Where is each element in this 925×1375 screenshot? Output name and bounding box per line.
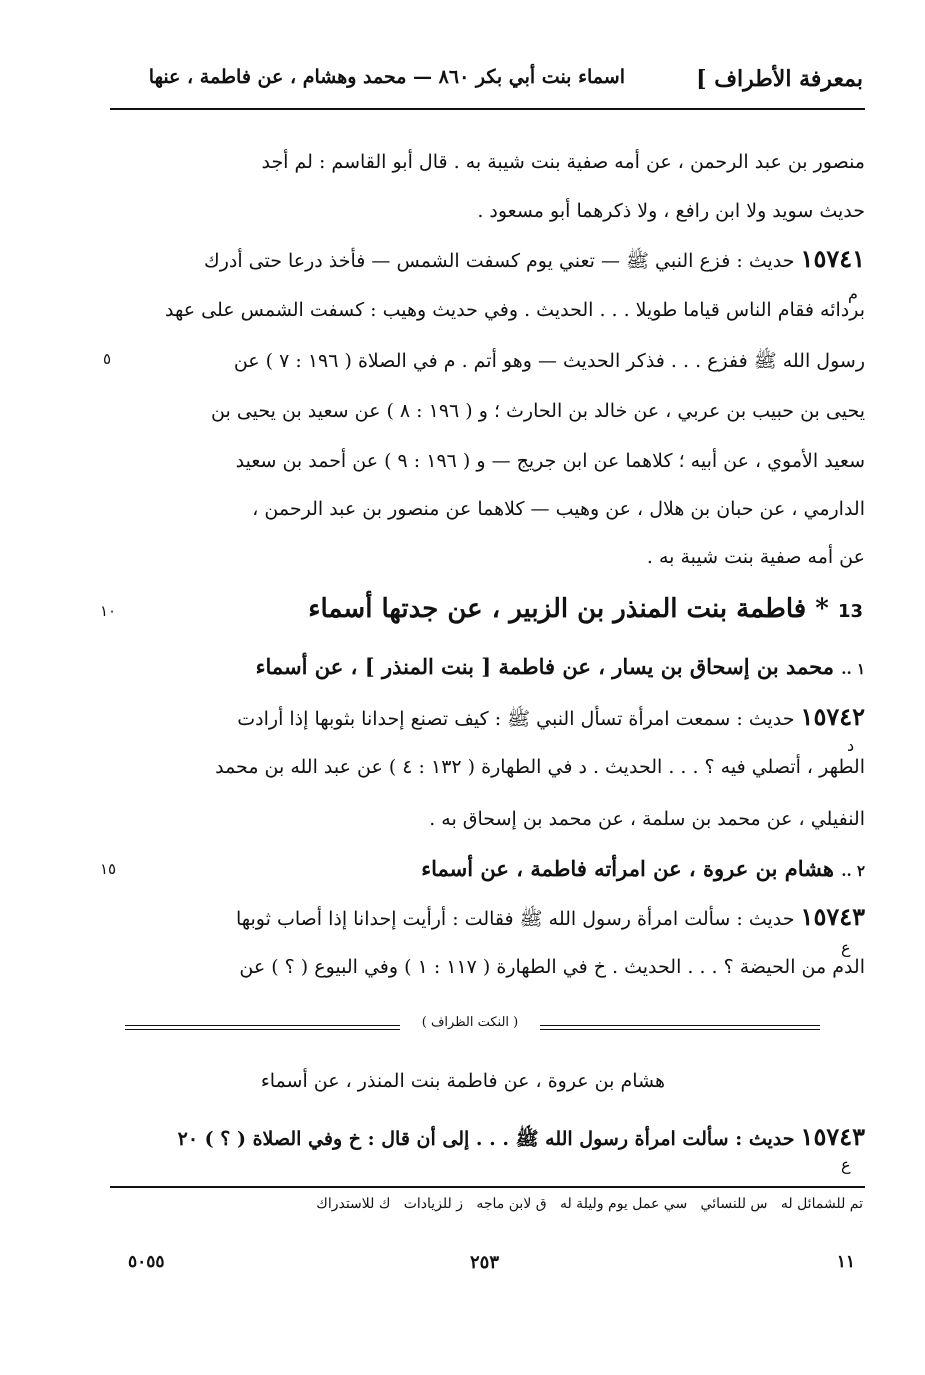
line-number-5: ٥ [103, 350, 112, 368]
text-line: النفيلي ، عن محمد بن سلمة ، عن محمد بن إسحاق به . [429, 808, 865, 830]
text-line: الدارمي ، عن حبان بن هلال ، عن وهيب — كلاهما عن منصور بن عبد الرحمن ، [252, 498, 865, 520]
nukat-isnad: هشام بن عروة ، عن فاطمة بنت المنذر ، عن أسماء [260, 1070, 665, 1092]
abbreviation-key: تم للشمائل له س للنسائي سي عمل يوم وليلة له ق لابن ماجه ز للزيادات ك للاستدراك [316, 1196, 863, 1212]
text-line: عن أمه صفية بنت شيبة به . [646, 546, 865, 568]
star-icon: * [815, 594, 829, 624]
text-line: بردائه فقام الناس قياما طويلا . . . الحديث . وفي حديث وهيب : كسفت الشمس على عهد [165, 299, 865, 321]
section-number: 13 [837, 601, 863, 622]
text-line: الطهر ، أتصلي فيه ؟ . . . الحديث . د في الطهارة ( ١٣٢ : ٤ ) عن عبد الله بن محمد [215, 756, 865, 778]
hadith-number: ١٥٧٤٣ [800, 902, 865, 931]
text-line: حديث سويد ولا ابن رافع ، ولا ذكرهما أبو مسعود . [477, 200, 865, 222]
text-line: رسول الله ﷺ ففزع . . . فذكر الحديث — وهو أتم . م في الصلاة ( ١٩٦ : ٧ ) عن [233, 350, 865, 372]
divider-rule-right [540, 1025, 820, 1026]
footer-rule [110, 1186, 865, 1188]
line-number-10: ١٠ [100, 602, 117, 620]
divider-rule-left [125, 1025, 400, 1026]
hadith-entry-15742: ١٥٧٤٢ حديث : سمعت امرأة تسأل النبي ﷺ : كيف تصنع إحدانا بثوبها إذا أرادت [237, 702, 865, 731]
text-line: منصور بن عبد الرحمن ، عن أمه صفية بنت شيبة به . قال أبو القاسم : لم أجد [261, 151, 865, 173]
hadith-entry-15743: ١٥٧٤٣ حديث : سألت امرأة رسول الله ﷺ فقالت : أرأيت إحدانا إذا أصاب ثوبها [235, 902, 865, 931]
hadith-entry-15741: ١٥٧٤١ حديث : فزع النبي ﷺ — تعني يوم كسفت الشمس — فأخذ درعا حتى أدرك [204, 244, 865, 273]
hadith-number: ١٥٧٤٢ [800, 702, 865, 731]
page-number: ٢٥٣ [470, 1252, 500, 1273]
text-line: سعيد الأموي ، عن أبيه ؛ كلاهما عن ابن جريج — و ( ١٩٦ : ٩ ) عن أحمد بن سعيد [235, 450, 865, 472]
siglum-marker: د [847, 736, 855, 755]
text-line: الدم من الحيضة ؟ . . . الحديث . خ في الطهارة ( ١١٧ : ١ ) وفي البيوع ( ؟ ) عن [239, 956, 865, 978]
isnad-number: ٢ .. [841, 862, 865, 880]
footer-left-number: ٥٠٥٥ [128, 1252, 165, 1272]
footer-right-number: ١١ [836, 1252, 855, 1272]
divider-rule-right [540, 1029, 820, 1030]
text-line: يحيى بن حبيب بن عربي ، عن خالد بن الحارث ؛ و ( ١٩٦ : ٨ ) عن سعيد بن يحيى بن [211, 400, 865, 422]
running-header-right: بمعرفة الأطراف ] [696, 66, 863, 92]
header-rule [110, 108, 865, 110]
siglum-marker: ع [841, 1155, 851, 1174]
divider-rule-left [125, 1029, 400, 1030]
isnad-heading: ١ .. محمد بن إسحاق بن يسار ، عن فاطمة [ بنت المنذر ] ، عن أسماء [255, 654, 865, 679]
hadith-number: ١٥٧٤١ [800, 244, 865, 273]
nukat-entry: ١٥٧٤٣ حديث : سألت امرأة رسول الله ﷺ . . . إلى أن قال : خ وفي الصلاة ( ؟ ) ٢٠ [177, 1122, 865, 1151]
line-number-15: ١٥ [100, 860, 117, 878]
section-heading: 13 * فاطمة بنت المنذر بن الزبير ، عن جدتها أسماء [308, 594, 863, 624]
isnad-heading: ٢ .. هشام بن عروة ، عن امرأته فاطمة ، عن أسماء [421, 856, 865, 881]
running-header-center: اسماء بنت أبي بكر ٨٦٠ — محمد وهشام ، عن فاطمة ، عنها [148, 66, 625, 88]
hadith-number: ١٥٧٤٣ [800, 1122, 865, 1151]
siglum-marker: ع [841, 938, 851, 957]
siglum-marker: م [848, 284, 858, 303]
isnad-number: ١ .. [841, 660, 865, 678]
divider-label: ( النكت الظراف ) [421, 1015, 519, 1030]
